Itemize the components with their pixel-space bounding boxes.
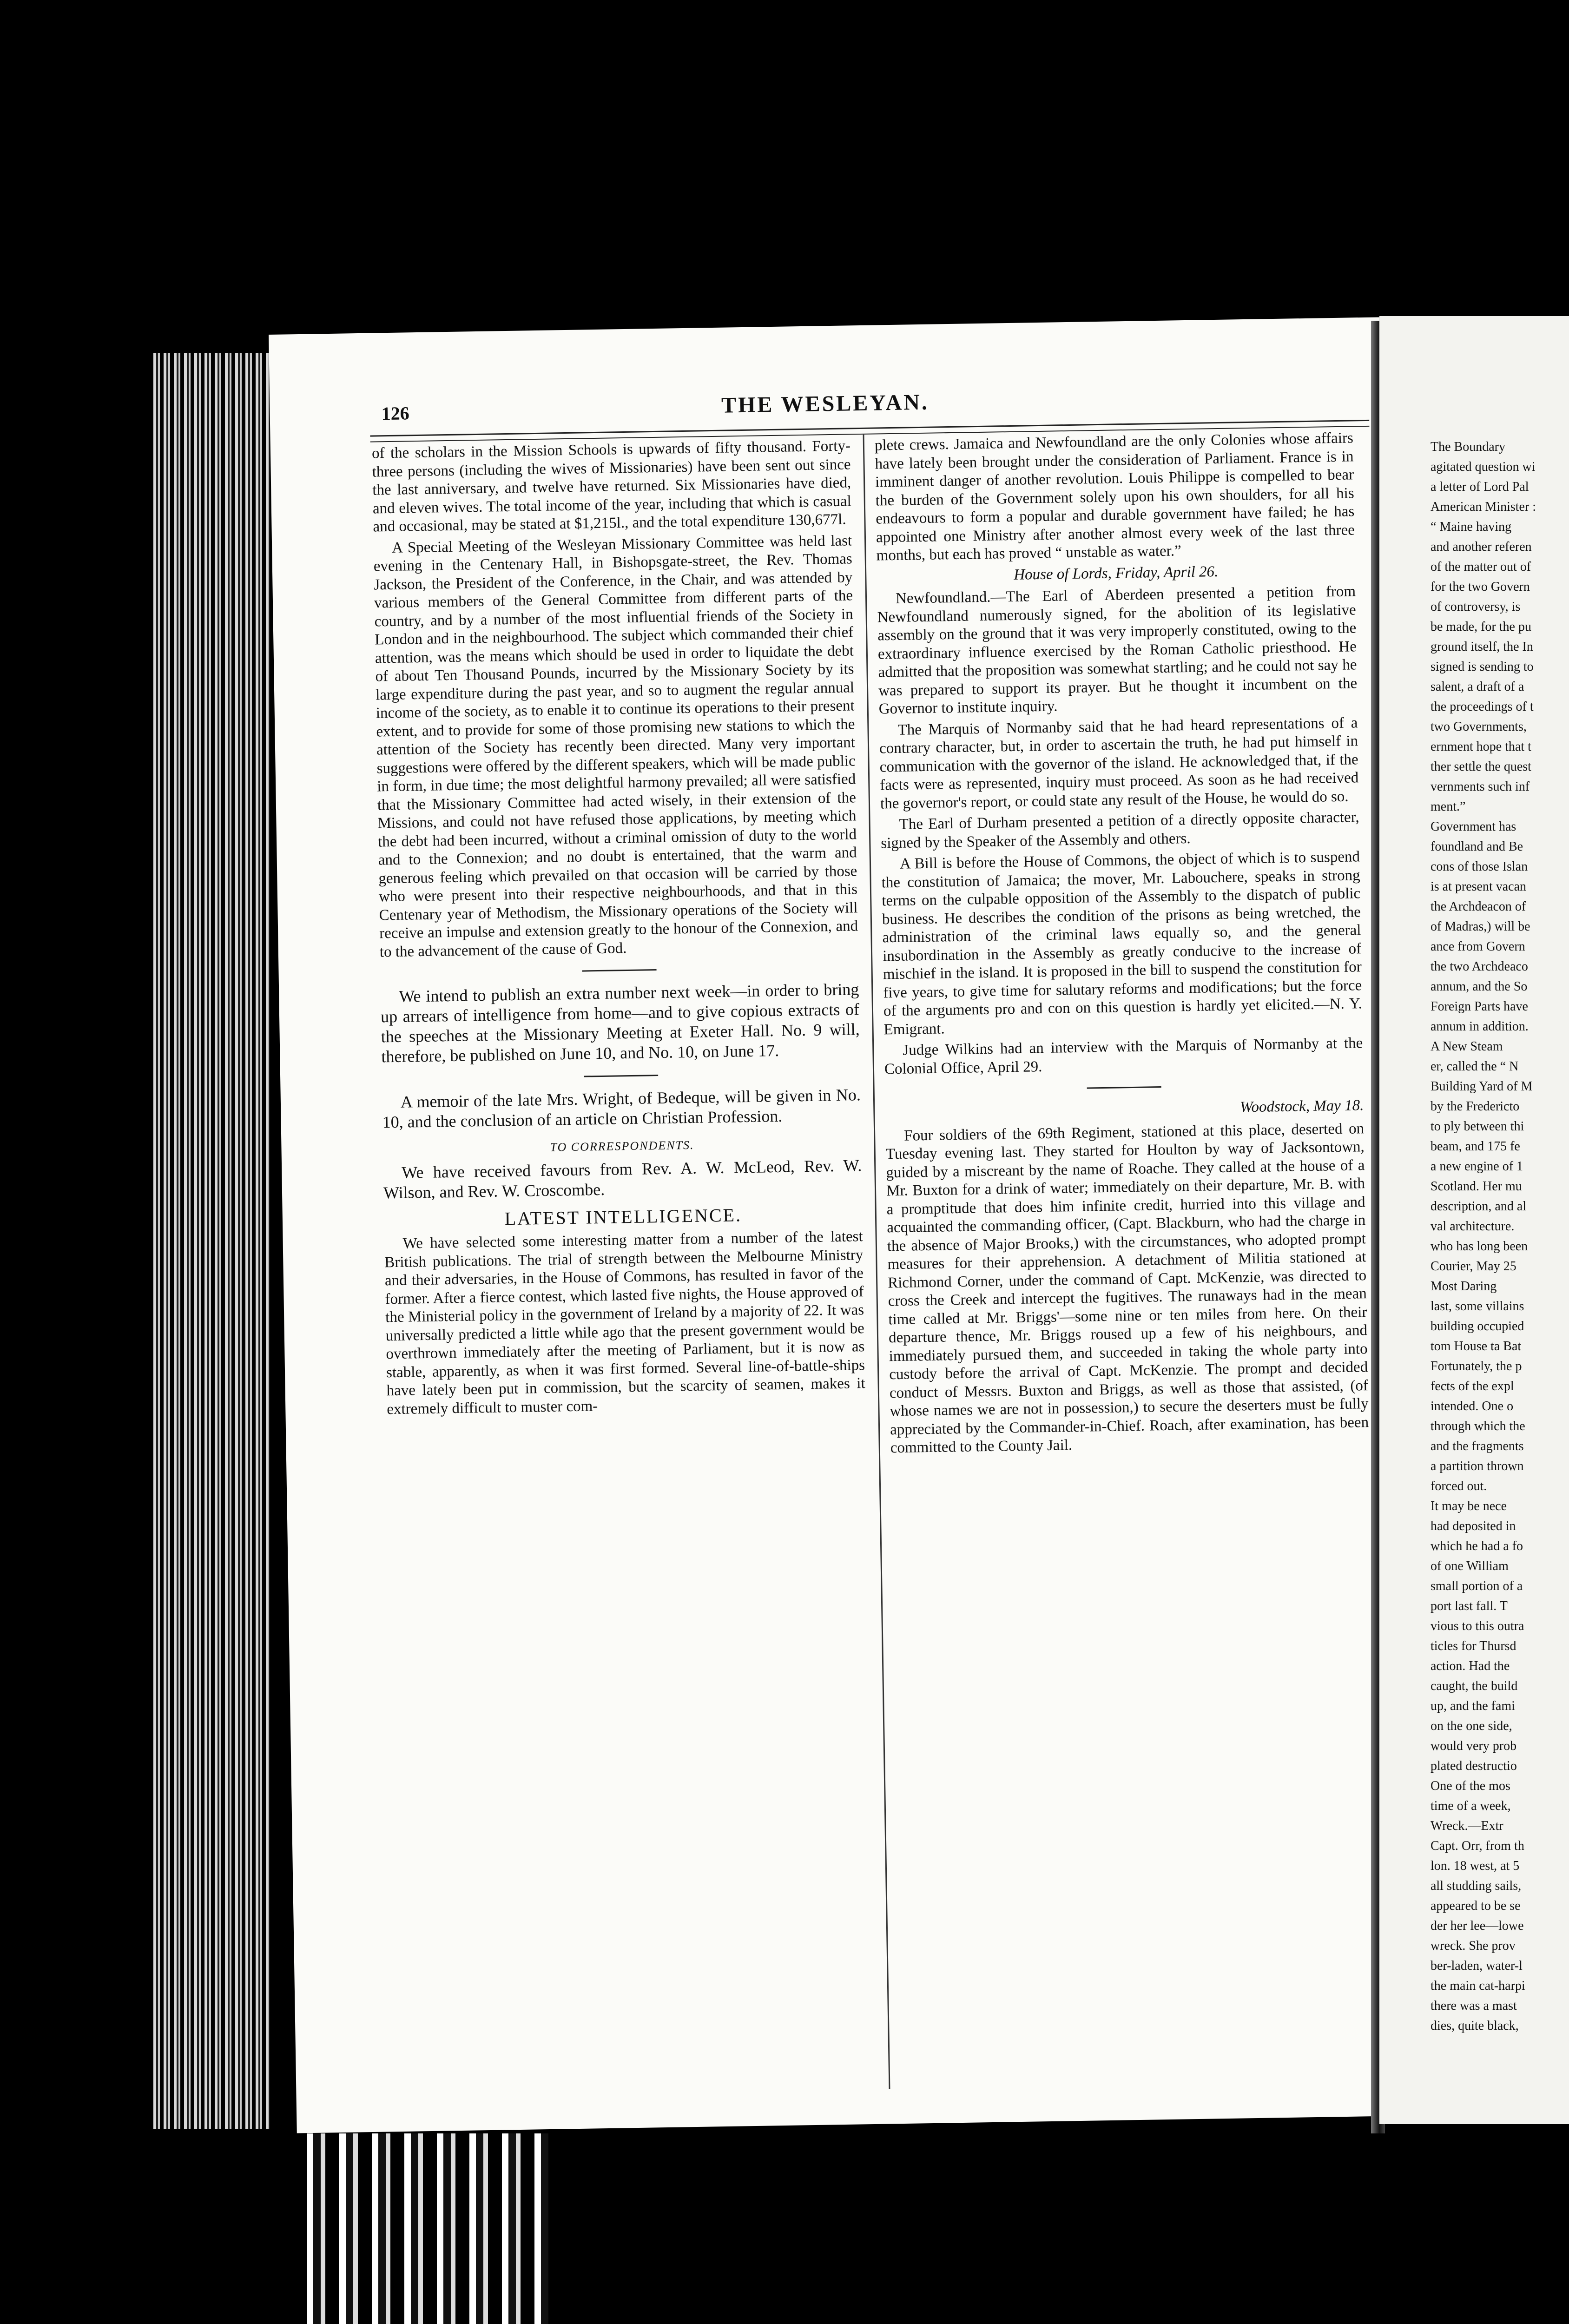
facing-page-line: last, some villains: [1431, 1299, 1524, 1314]
facing-page-line: for the two Govern: [1431, 580, 1530, 594]
facing-page-line: The Boundary: [1431, 440, 1505, 454]
facing-page-line: intended. One o: [1431, 1399, 1514, 1413]
facing-page-line: to ply between thi: [1431, 1119, 1524, 1134]
missions-stats-paragraph: of the scholars in the Mission Schools is upwards of fifty thousand. Forty-three persons (including the wives of Missionaries) have been sent out since the last anniversary, and twelve have returned. Six Missionaries have died, and eleven wives. The total income of the year, including that which is casual and occasional, may be stated at $1,215l., and the total expenditure 130,677l.: [371, 437, 852, 535]
facing-page-line: ther settle the quest: [1431, 759, 1531, 774]
newfoundland-paragraph: Newfoundland.—The Earl of Aberdeen presented a petition from Newfoundland numerously signed, for the abolition of its legislative assembly on the ground that it was very improperly constituted, owing to the extraordinary influence exercised by the Roman Catholic priesthood. He admitted that the proposition was somewhat startling; and he could not say he was prepared to support its prayer. But he thought it incumbent on the Governor to institute inquiry.: [877, 583, 1358, 718]
woodstock-paragraph: Four soldiers of the 69th Regiment, stationed at this place, deserted on Tuesday evening last. They started for Houlton by way of Jacksontown, guided by a miscreant by the name of Roache. They called at the house of a Mr. Buxton for a drink of water; immediately on their departure, Mr. B. with a promptitude that does him infinite credit, hurried into this village and acquainted the commanding officer, (Capt. Blackburn, who had the charge in the absence of Major Brooks,) with the circumstances, who adopted prompt measures for their apprehension. A detachment of Militia stationed at Richmond Corner, under the command of Capt. McKenzie, was directed to cross the Creek and intercept the fugitives. The runaways had in the mean time called at Mr. Briggs'—some nine or ten miles from here. On their departure thence, Mr. Briggs roused up a few of his neighbours, and immediately pursued them, and succeeded in taking the whole party into custody before the arrival of Capt. McKenzie. The prompt and decided conduct of Messrs. Buxton and Briggs, as well as those that assisted, (of whose names we are not in possession,) to secure the deserters must be fully appreciated by the Commander-in-Chief. Roach, after examination, has been committed to the County Jail.: [885, 1120, 1369, 1457]
section-rule: [584, 1075, 658, 1077]
latest-intelligence-text: We have selected some interesting matter from a number of the latest British publications. The trial of strength between the Melbourne Ministry and their adversaries, in the House of Commons, has resulted in favor of the former. After a fierce contest, which lasted five nights, the House approved of the Ministerial policy in the government of Ireland by a majority of 22. It was universally predicted a little while ago that the present government would be overthrown immediately after the meeting of Parliament, but it is now as stable, apparently, as when it was first formed. Several line-of-battle-ships have lately been put in commission, but the scarcity of seamen, makes it extremely difficult to muster com-: [384, 1228, 865, 1418]
page-number: 126: [381, 403, 410, 424]
facing-page-fragment: [1379, 316, 1569, 2124]
facing-page-line: of controversy, is: [1431, 600, 1521, 614]
facing-page-line: American Minister :: [1431, 500, 1536, 514]
facing-page-line: ground itself, the In: [1431, 640, 1533, 654]
facing-page-line: vernments such inf: [1431, 779, 1530, 794]
facing-page-line: tom House ta Bat: [1431, 1339, 1522, 1353]
facing-page-line: had deposited in: [1431, 1519, 1516, 1533]
facing-page-line: small portion of a: [1431, 1579, 1523, 1593]
facing-page-line: a letter of Lord Pal: [1431, 480, 1529, 494]
memoir-notice: A memoir of the late Mrs. Wright, of Bedeque, will be given in No. 10, and the conclusion of an article on Christian Profession.: [382, 1085, 861, 1132]
facing-page-line: through which the: [1431, 1419, 1525, 1433]
facing-page-line: ber-laden, water-l: [1431, 1959, 1523, 1973]
facing-page-line: “ Maine having: [1431, 520, 1512, 534]
facing-page-line: Foreign Parts have: [1431, 999, 1528, 1014]
facing-page-line: the Archdeacon of: [1431, 899, 1526, 914]
facing-page-line: Courier, May 25: [1431, 1259, 1516, 1274]
facing-page-line: cons of those Islan: [1431, 859, 1528, 874]
section-rule: [1087, 1086, 1161, 1089]
facing-page-line: A New Steam: [1431, 1039, 1503, 1054]
woodstock-dateline: Woodstock, May 18.: [1239, 1097, 1364, 1116]
facing-page-line: building occupied: [1431, 1319, 1524, 1334]
facing-page-line: and the fragments: [1431, 1439, 1524, 1453]
left-column: [372, 437, 866, 1421]
facing-page-line: who has long been: [1431, 1239, 1528, 1254]
facing-page-line: ment.”: [1431, 799, 1466, 814]
normanby-paragraph: The Marquis of Normanby said that he had heard representations of a contrary character, but, in order to ascertain the truth, he had put himself in communication with the governor of the island. He acknowledged that, if the facts were as represented, inquiry must proceed. As soon as he had received the governor's report, or could state any result of the House, he would do so.: [879, 714, 1359, 812]
facing-page-line: the two Archdeaco: [1431, 959, 1528, 974]
facing-page-line: two Governments,: [1431, 720, 1527, 734]
facing-page-line: up, and the fami: [1431, 1699, 1515, 1713]
jamaica-paragraph: A Bill is before the House of Commons, the object of which is to suspend the constitution of Jamaica; the mover, Mr. Labouchere, speaks in strong terms on the culpable opposition of the Assembly to the dispatch of public business. He describes the condition of the prisons as being wretched, the administration of the criminal laws equally so, and the general insubordination in the Assembly as greatly conducive to the increase of mischief in the island. It is proposed in the bill to suspend the constitution for five years, to give time for salutary reforms and modifications; but the force of the arguments pro and con on this question is hardly yet elicited.—N. Y. Emigrant.: [881, 848, 1363, 1038]
facing-page-line: Most Daring: [1431, 1279, 1497, 1294]
facing-page-line: of Madras,) will be: [1431, 919, 1530, 934]
facing-page-line: agitated question wi: [1431, 460, 1536, 474]
middle-column: [875, 429, 1369, 1460]
house-of-lords-heading: House of Lords, Friday, April 26.: [1013, 563, 1219, 583]
facing-page-line: the main cat-harpi: [1431, 1979, 1525, 1993]
facing-page-line: forced out.: [1431, 1479, 1487, 1493]
facing-page-line: on the one side,: [1431, 1719, 1512, 1733]
facing-page-line: and another referen: [1431, 540, 1532, 554]
facing-page-line: der her lee—lowe: [1431, 1919, 1524, 1933]
durham-paragraph: The Earl of Durham presented a petition of a directly opposite character, signed by the Speaker of the Assembly and others.: [881, 809, 1359, 852]
facing-page-line: of one William: [1431, 1559, 1509, 1573]
facing-page-line: caught, the build: [1431, 1679, 1518, 1693]
facing-page-line: of the matter out of: [1431, 560, 1531, 574]
facing-page-line: foundland and Be: [1431, 839, 1523, 854]
facing-page-line: Government has: [1431, 819, 1516, 834]
facing-page-line: It may be nece: [1431, 1499, 1507, 1513]
facing-page-line: is at present vacan: [1431, 879, 1527, 894]
facing-page-line: annum in addition.: [1431, 1019, 1529, 1034]
facing-page-line: description, and al: [1431, 1199, 1527, 1214]
facing-page-line: er, called the “ N: [1431, 1059, 1519, 1074]
facing-page-line: action. Had the: [1431, 1659, 1510, 1673]
facing-page-line: Building Yard of M: [1431, 1079, 1533, 1094]
facing-page-line: all studding sails,: [1431, 1879, 1522, 1893]
facing-page-line: beam, and 175 fe: [1431, 1139, 1520, 1154]
binding-clip: [307, 2133, 548, 2324]
facing-page-line: ticles for Thursd: [1431, 1639, 1516, 1653]
facing-page-line: ernment hope that t: [1431, 739, 1531, 754]
facing-page-line: Scotland. Her mu: [1431, 1179, 1522, 1194]
facing-page-line: a partition thrown: [1431, 1459, 1524, 1473]
facing-page-line: lon. 18 west, at 5: [1431, 1859, 1520, 1873]
facing-page-line: Capt. Orr, from th: [1431, 1839, 1524, 1853]
facing-page-line: a new engine of 1: [1431, 1159, 1523, 1174]
page-edge-left: [153, 353, 270, 2129]
facing-page-column: [1431, 437, 1565, 2036]
facing-page-line: would very prob: [1431, 1739, 1517, 1753]
facing-page-line: wreck. She prov: [1431, 1939, 1516, 1953]
facing-page-line: val architecture.: [1431, 1219, 1515, 1234]
facing-page-line: the proceedings of t: [1431, 700, 1534, 714]
facing-page-line: vious to this outra: [1431, 1619, 1524, 1633]
facing-page-line: by the Fredericto: [1431, 1099, 1520, 1114]
running-head: THE WESLEYAN.: [721, 390, 930, 418]
facing-page-line: plated destructio: [1431, 1759, 1517, 1773]
latest-intelligence-heading: LATEST INTELLIGENCE.: [504, 1204, 742, 1229]
facing-page-line: dies, quite black,: [1431, 2019, 1519, 2033]
extra-number-notice: We intend to publish an extra number next week—in order to bring up arrears of intelligence from home—and to give copious extracts of the speeches at the Missionary Meeting at Exeter Hall. No. 9 will, therefore, be published on June 10, and No. 10, on June 17.: [380, 980, 860, 1066]
facing-page-line: appeared to be se: [1431, 1899, 1521, 1913]
facing-page-line: fects of the expl: [1431, 1379, 1514, 1393]
facing-page-line: port last fall. T: [1431, 1599, 1508, 1613]
correspondents-text: We have received favours from Rev. A. W. McLeod, Rev. W. Wilson, and Rev. W. Croscombe.: [383, 1155, 862, 1202]
facing-page-line: there was a mast: [1431, 1999, 1517, 2013]
section-rule: [582, 969, 657, 972]
colonies-paragraph: plete crews. Jamaica and Newfoundland are the only Colonies whose affairs have lately been brought under the consideration of Parliament. France is in imminent danger of another revolution. Louis Philippe is compelled to bear the burden of the Government solely upon his own shoulders, for all his endeavours to form a popular and durable government have failed; he has appointed one Ministry after another almost every week of the last three months, but each has proved “ unstable as water.”: [874, 429, 1355, 564]
special-meeting-paragraph: A Special Meeting of the Wesleyan Missionary Committee was held last evening in the Centenary Hall, in Bishopsgate-street, the Rev. Thomas Jackson, the President of the Conference, in the Chair, and was attended by various members of the General Committee from different parts of the country, and by a number of the most influential friends of the Society in London and in the neighbourhood. The subject which commanded their chief attention, was the means which should be used in order to liquidate the debt of about Ten Thousand Pounds, incurred by the Missionary Society by its large expenditure during the past year, and so to augment the regular annual income of the society, as to enable it to continue its operations to their present extent, and to provide for some of those promising new stations to which the attention of the Society has recently been directed. Many very important suggestions were offered by the different speakers, which will be made public in form, in due time; the most delightful harmony prevailed; all were satisfied that the Missionary Committee had acted wisely, in their extension of the Missions, and could not have refused those applications, by meeting which the debt had been incurred, without a criminal omission of duty to the world and to the Connexion; and no doubt is entertained, that the warm and generous feeling which prevailed on that occasion will be carried by those who were present into their respective neighbourhoods, and that in this Centenary year of Methodism, the Missionary operations of the Society will receive an impulse and extension greatly to the honour of the Connexion, and to the advancement of the cause of God.: [373, 532, 858, 960]
wilkins-paragraph: Judge Wilkins had an interview with the Marquis of Normanby at the Colonial Office, April 29.: [884, 1035, 1363, 1077]
facing-page-line: which he had a fo: [1431, 1539, 1523, 1553]
facing-page-line: Fortunately, the p: [1431, 1359, 1522, 1373]
facing-page-line: salent, a draft of a: [1431, 680, 1524, 694]
facing-page-line: be made, for the pu: [1431, 620, 1531, 634]
facing-page-line: signed is sending to: [1431, 660, 1534, 674]
newspaper-page: [269, 317, 1407, 2133]
facing-page-line: ance from Govern: [1431, 939, 1525, 954]
facing-page-line: One of the mos: [1431, 1779, 1510, 1793]
facing-page-line: time of a week,: [1431, 1799, 1511, 1813]
correspondents-heading: TO CORRESPONDENTS.: [550, 1138, 694, 1154]
facing-page-line: Wreck.—Extr: [1431, 1819, 1503, 1833]
facing-page-line: annum, and the So: [1431, 979, 1528, 994]
